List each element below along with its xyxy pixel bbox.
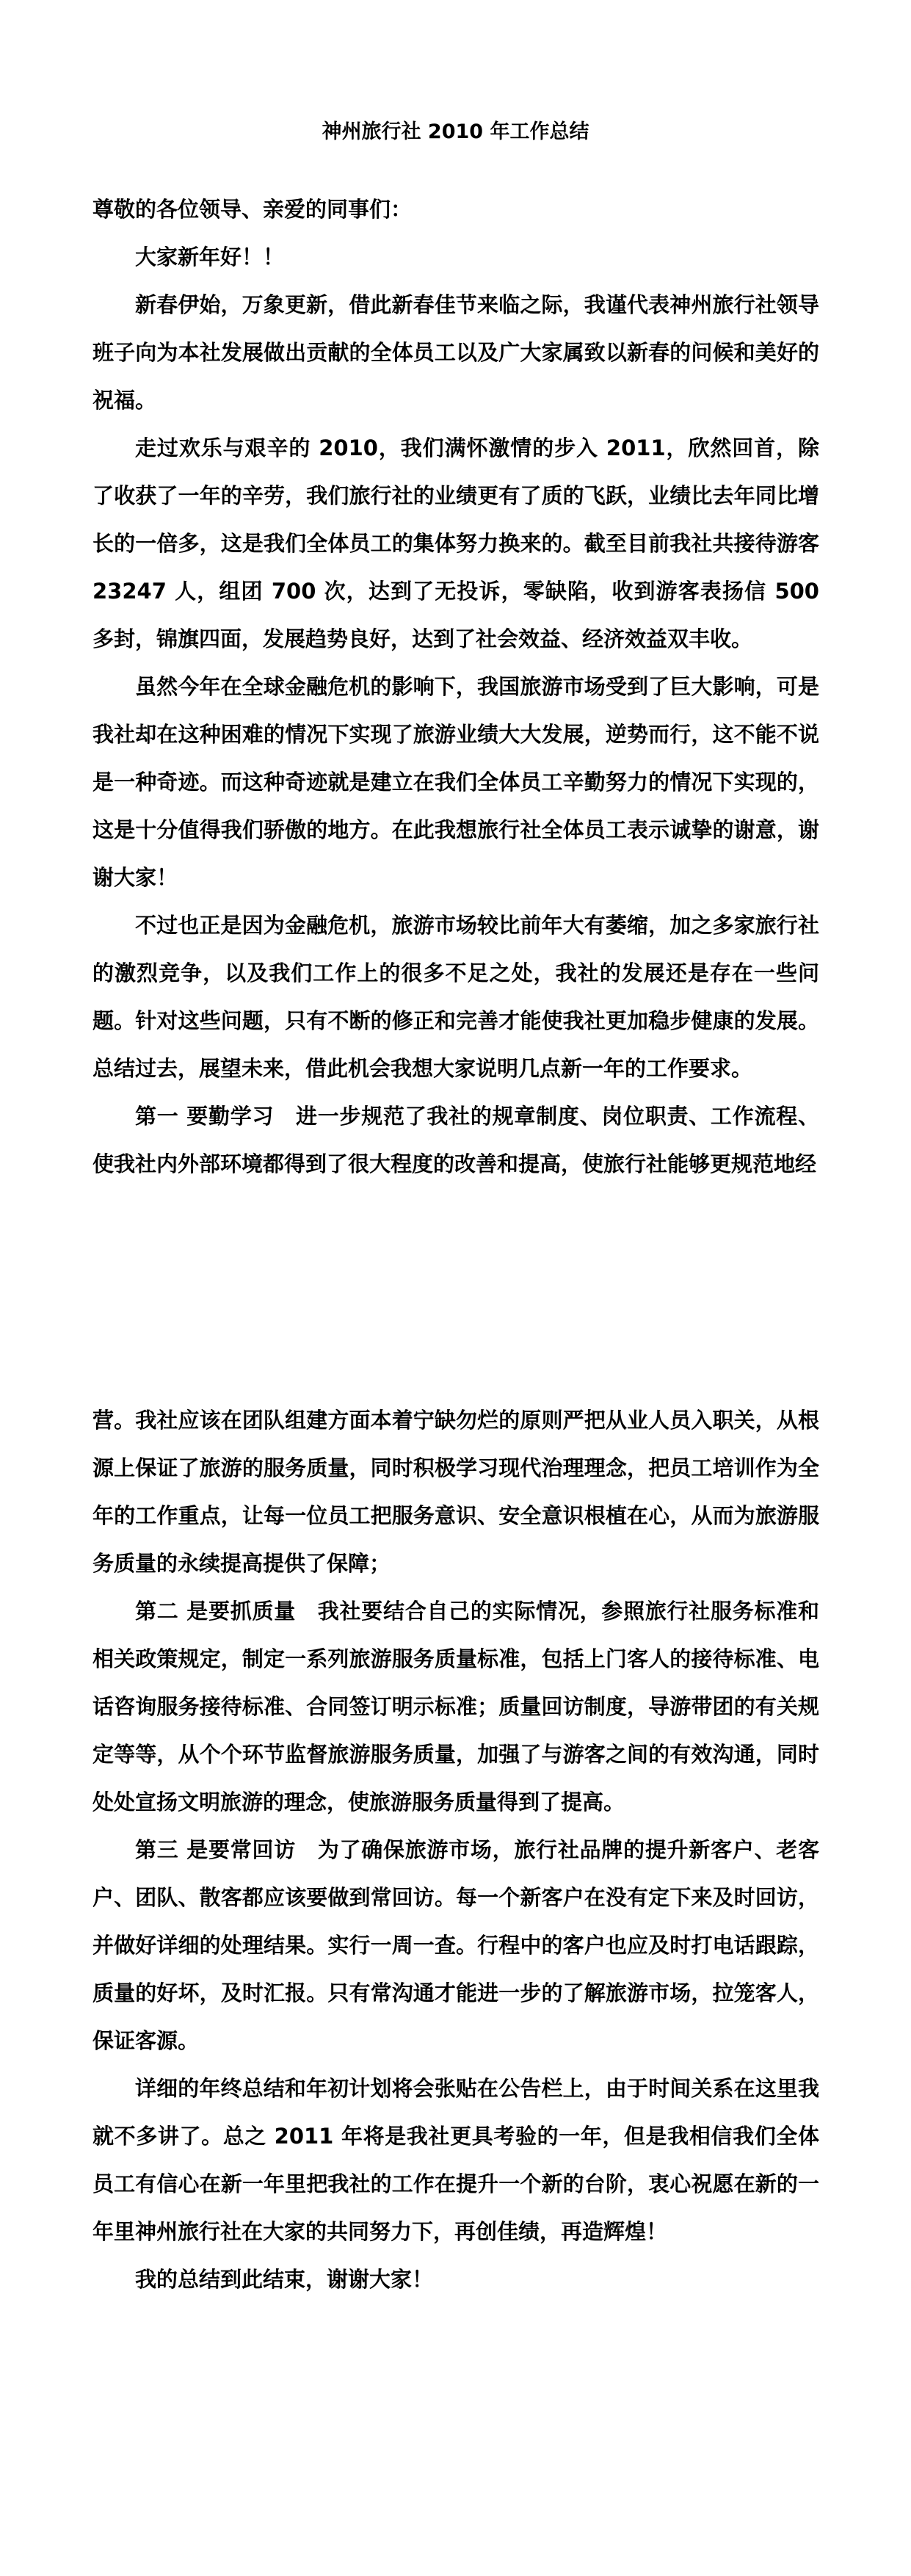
- paragraph-requirement-2: 第二 是要抓质量 我社要结合自己的实际情况，参照旅行社服务标准和相关政策规定，制定一系列旅游服务质量标准，包括上门客人的接待标准、电话咨询服务接待标准、合同签订明示标准；质量回访制度，导游带团的有关规定等等，从个个环节监督旅游服务质量，加强了与游客之间的有效沟通，同时处处宣扬文明旅游的理念，使旅游服务质量得到了提高。: [92, 1599, 819, 1815]
- salutation: 尊敬的各位领导、亲爱的同事们：: [92, 197, 413, 222]
- paragraph-problems: 不过也正是因为金融危机，旅游市场较比前年大有萎缩，加之多家旅行社的激烈竞争，以及我们工作上的很多不足之处，我社的发展还是存在一些问题。针对这些问题，只有不断的修正和完善才能使我社更加稳步健康的发展。总结过去，展望未来，借此机会我想大家说明几点新一年的工作要求。: [92, 913, 819, 1081]
- paragraph-closing-thanks: 我的总结到此结束，谢谢大家！: [135, 2267, 434, 2292]
- paragraph-requirement-3: 第三 是要常回访 为了确保旅游市场，旅行社品牌的提升新客户、老客户、团队、散客都应该要做到常回访。每一个新客户在没有定下来及时回访，并做好详细的处理结果。实行一周一查。行程中的客户也应及时打电话跟踪，质量的好坏，及时汇报。只有常沟通才能进一步的了解旅游市场，拉笼客人，保证客源。: [92, 1837, 819, 2053]
- paragraph-requirement-1: 第一 要勤学习 进一步规范了我社的规章制度、岗位职责、工作流程、使我社内外部环境都得到了很大程度的改善和提高，使旅行社能够更规范地经: [92, 1104, 819, 1176]
- document-body-part-2: [92, 1397, 819, 2304]
- paragraph-new-year-wishes: 新春伊始，万象更新，借此新春佳节来临之际，我谨代表神州旅行社领导班子向为本社发展做出贡献的全体员工以及广大家属致以新春的问候和美好的祝福。: [92, 292, 819, 413]
- paragraph-closing-plan: 详细的年终总结和年初计划将会张贴在公告栏上，由于时间关系在这里我就不多讲了。总之 2011 年将是我社更具考验的一年，但是我相信我们全体员工有信心在新一年里把我社的工作在提升一个新的台阶，衷心祝愿在新的一年里神州旅行社在大家的共同努力下，再创佳绩，再造辉煌！: [92, 2076, 819, 2244]
- paragraph-requirement-1-continued: 营。我社应该在团队组建方面本着宁缺勿烂的原则严把从业人员入职关，从根源上保证了旅游的服务质量，同时积极学习现代治理理念，把员工培训作为全年的工作重点，让每一位员工把服务意识、安全意识根植在心，从而为旅游服务质量的永续提高提供了保障；: [92, 1408, 819, 1576]
- paragraph-greeting: 大家新年好！！: [135, 245, 285, 269]
- paragraph-performance-review: 走过欢乐与艰辛的 2010，我们满怀激情的步入 2011，欣然回首，除了收获了一年的辛劳，我们旅行社的业绩更有了质的飞跃，业绩比去年同比增长的一倍多，这是我们全体员工的集体努力换来的。截至目前我社共接待游客 23247 人，组团 700 次，达到了无投诉，零缺陷，收到游客表扬信 500 多封，锦旗四面，发展趋势良好，达到了社会效益、经济效益双丰收。: [92, 435, 819, 651]
- paragraph-financial-crisis: 虽然今年在全球金融危机的影响下，我国旅游市场受到了巨大影响，可是我社却在这种困难的情况下实现了旅游业绩大大发展，逆势而行，这不能不说是一种奇迹。而这种奇迹就是建立在我们全体员工辛勤努力的情况下实现的，这是十分值得我们骄傲的地方。在此我想旅行社全体员工表示诚挚的谢意，谢谢大家！: [92, 674, 819, 890]
- document-body-part-1: [92, 186, 819, 1188]
- document-title: 神州旅行社 2010 年工作总结: [322, 120, 589, 143]
